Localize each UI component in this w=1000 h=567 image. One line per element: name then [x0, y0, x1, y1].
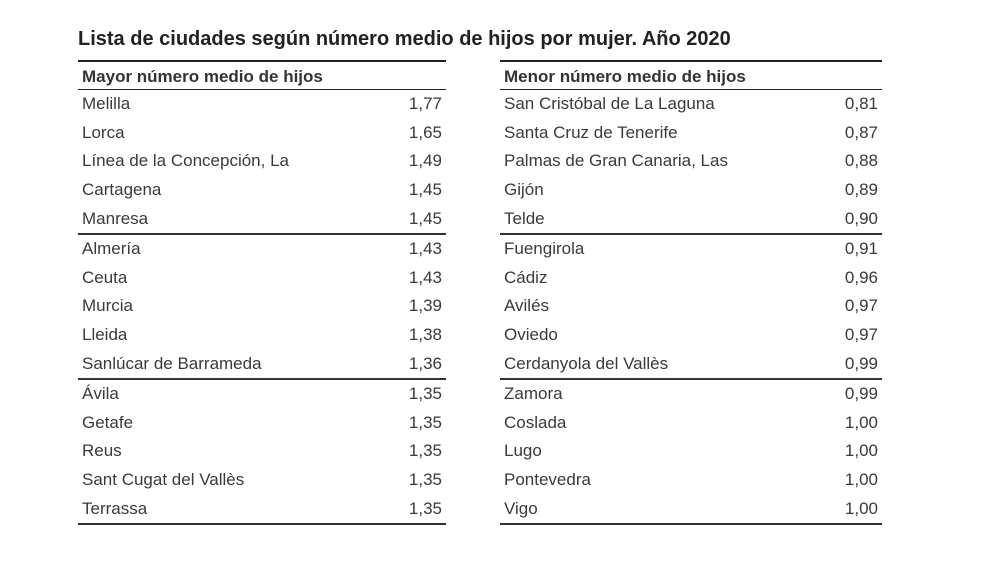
table-row [500, 204, 882, 233]
table-row [78, 437, 446, 466]
city-name: Cádiz [504, 267, 548, 287]
table-row [78, 494, 446, 523]
city-name: Coslada [504, 412, 567, 432]
city-name: Vigo [504, 498, 538, 518]
children-per-woman-value: 1,00 [844, 412, 878, 432]
table-row [500, 321, 882, 350]
city-name: Cerdanyola del Vallès [504, 353, 669, 373]
children-per-woman-value: 0,81 [844, 94, 878, 114]
table-row [78, 204, 446, 233]
city-name: Telde [504, 208, 545, 228]
children-per-woman-value: 0,97 [844, 296, 878, 316]
city-name: Santa Cruz de Tenerife [504, 122, 678, 142]
children-per-woman-value: 0,99 [844, 353, 878, 373]
city-name: Línea de la Concepción, La [82, 151, 289, 171]
children-per-woman-value: 1,45 [408, 180, 442, 200]
city-name: Fuengirola [504, 239, 585, 259]
children-per-woman-value: 0,89 [844, 180, 878, 200]
city-name: Manresa [82, 208, 149, 228]
city-name: Zamora [504, 384, 563, 404]
table-row [500, 235, 882, 264]
city-name: Avilés [504, 296, 550, 316]
children-per-woman-value: 1,35 [408, 384, 442, 404]
children-per-woman-value: 1,43 [408, 267, 442, 287]
children-per-woman-value: 1,35 [408, 498, 442, 518]
children-per-woman-value: 1,45 [408, 208, 442, 228]
row-group [78, 235, 446, 380]
table-row [500, 176, 882, 205]
children-per-woman-value: 1,00 [844, 498, 878, 518]
table-row [500, 380, 882, 409]
children-per-woman-value: 0,87 [844, 122, 878, 142]
children-per-woman-value: 1,49 [408, 151, 442, 171]
city-name: Gijón [504, 180, 544, 200]
children-per-woman-value: 0,99 [844, 384, 878, 404]
children-per-woman-value: 1,35 [408, 412, 442, 432]
table-row [500, 494, 882, 523]
table-row [500, 437, 882, 466]
table-row [78, 119, 446, 148]
city-name: Melilla [82, 94, 131, 114]
children-per-woman-value: 1,77 [408, 94, 442, 114]
children-per-woman-value: 0,97 [844, 325, 878, 345]
children-per-woman-value: 1,43 [408, 239, 442, 259]
city-name: Murcia [82, 296, 134, 316]
children-per-woman-value: 1,00 [844, 470, 878, 490]
city-name: Reus [82, 441, 122, 461]
table-row [78, 147, 446, 176]
children-per-woman-value: 1,00 [844, 441, 878, 461]
table-row [78, 90, 446, 119]
table-row [78, 235, 446, 264]
children-per-woman-value: 1,65 [408, 122, 442, 142]
table-row [500, 349, 882, 378]
row-group [500, 235, 882, 380]
city-name: Sant Cugat del Vallès [82, 470, 245, 490]
city-name: San Cristóbal de La Laguna [504, 94, 715, 114]
row-group [78, 380, 446, 525]
city-name: Lugo [504, 441, 542, 461]
city-name: Palmas de Gran Canaria, Las [504, 151, 728, 171]
table-row [500, 119, 882, 148]
table-row [500, 147, 882, 176]
row-group [500, 380, 882, 525]
table-row [78, 321, 446, 350]
children-per-woman-value: 0,96 [844, 267, 878, 287]
table-row [78, 264, 446, 293]
city-name: Almería [82, 239, 141, 259]
children-per-woman-value: 1,39 [408, 296, 442, 316]
table-row [500, 466, 882, 495]
table-row [78, 409, 446, 438]
column-header-lowest: Menor número medio de hijos [500, 60, 882, 90]
city-name: Ávila [82, 384, 119, 404]
city-name: Oviedo [504, 325, 558, 345]
lowest-children-table [500, 60, 882, 525]
city-name: Sanlúcar de Barrameda [82, 353, 262, 373]
table-row [78, 349, 446, 378]
row-group [500, 90, 882, 235]
column-header-highest: Mayor número medio de hijos [78, 60, 446, 90]
table-row [78, 292, 446, 321]
table-row [500, 264, 882, 293]
table-row [500, 409, 882, 438]
city-name: Getafe [82, 412, 134, 432]
table-row [500, 90, 882, 119]
children-per-woman-value: 1,35 [408, 470, 442, 490]
children-per-woman-value: 0,91 [844, 239, 878, 259]
city-name: Cartagena [82, 180, 162, 200]
children-per-woman-value: 0,90 [844, 208, 878, 228]
table-title: Lista de ciudades según número medio de hijos por mujer. Año 2020 [78, 28, 731, 50]
row-group [78, 90, 446, 235]
children-per-woman-value: 1,36 [408, 353, 442, 373]
children-per-woman-value: 1,38 [408, 325, 442, 345]
children-per-woman-value: 0,88 [844, 151, 878, 171]
children-per-woman-value: 1,35 [408, 441, 442, 461]
table-row [78, 380, 446, 409]
city-name: Terrassa [82, 498, 148, 518]
city-name: Lleida [82, 325, 128, 345]
city-name: Pontevedra [504, 470, 591, 490]
table-row [500, 292, 882, 321]
highest-children-table [78, 60, 446, 525]
city-name: Ceuta [82, 267, 128, 287]
city-name: Lorca [82, 122, 125, 142]
table-body [78, 90, 446, 525]
table-row [78, 466, 446, 495]
cropped-text-fragment [222, 0, 282, 4]
table-body [500, 90, 882, 525]
table-row [78, 176, 446, 205]
